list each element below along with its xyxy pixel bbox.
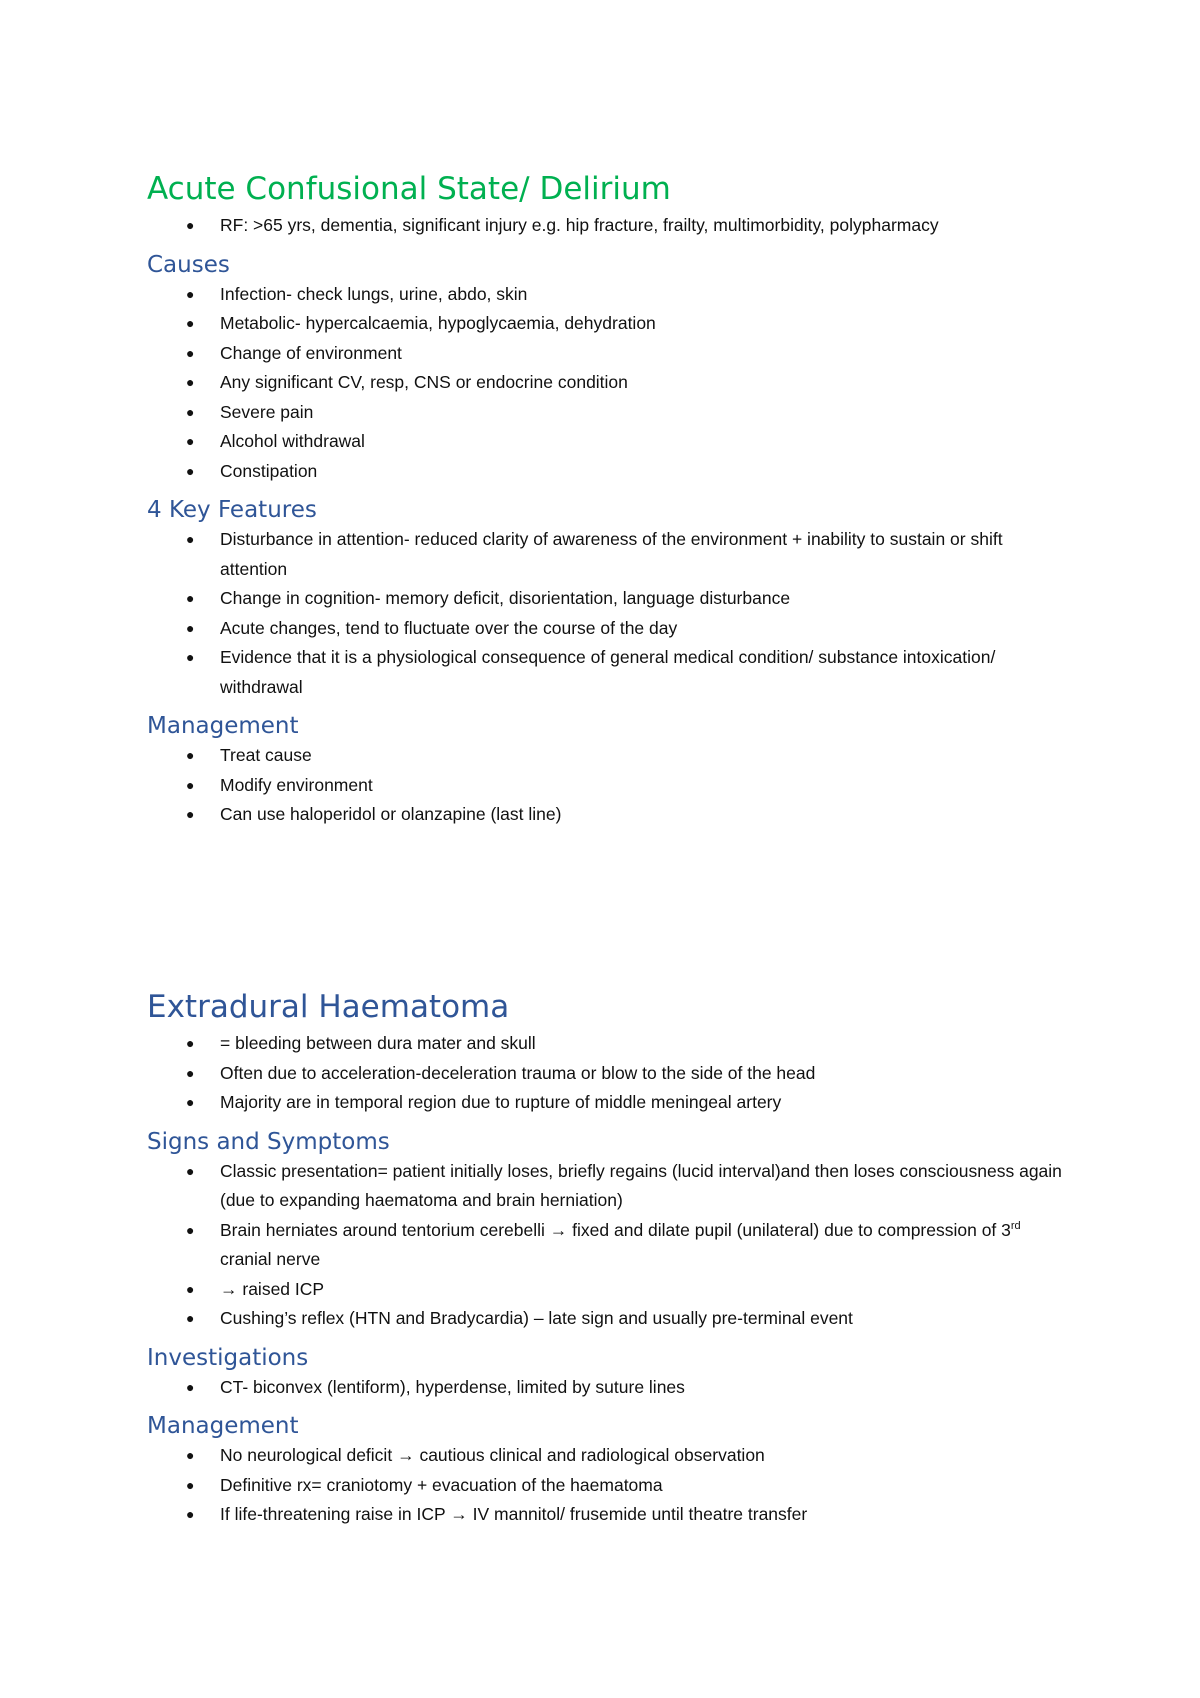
list-item: ● Majority are in temporal region due to rupture of middle meningeal artery	[147, 1088, 1067, 1118]
bullet-icon: ●	[186, 1447, 195, 1463]
list-item: ● Definitive rx= craniotomy + evacuation of the haematoma	[147, 1471, 1067, 1501]
list-item: ● → raised ICP	[147, 1275, 1067, 1305]
bullet-icon: ●	[186, 315, 195, 331]
list-item: ● No neurological deficit → cautious clinical and radiological observation	[147, 1441, 1067, 1471]
bullet-icon: ●	[186, 649, 195, 665]
bullet-icon: ●	[186, 1162, 195, 1179]
right-arrow-icon: →	[450, 1504, 468, 1524]
investigations-heading: Investigations	[147, 1344, 309, 1371]
list-item: ● Treat cause	[147, 741, 1067, 771]
bullet-icon: ●	[186, 619, 195, 636]
list-item: ● Classic presentation= patient initially loses, briefly regains (lucid interval)and then loses consciousness again (due to expanding haematoma and brain herniation)	[147, 1157, 1067, 1216]
bullet-icon: ●	[186, 344, 195, 361]
right-arrow-icon: →	[549, 1219, 568, 1240]
list-item: ● = bleeding between dura mater and skull	[147, 1029, 1067, 1059]
list-item: ● Disturbance in attention- reduced clarity of awareness of the environment + inability to sustain or shift attention	[147, 525, 1067, 584]
list-item: ● RF: >65 yrs, dementia, significant injury e.g. hip fracture, frailty, multimorbidity, polypharmacy	[147, 211, 1067, 241]
list-item: ● Any significant CV, resp, CNS or endocrine condition	[147, 368, 1067, 398]
bullet-icon: ●	[186, 1221, 195, 1238]
list-item: ● Metabolic- hypercalcaemia, hypoglycaemia, dehydration	[147, 309, 1067, 339]
right-arrow-icon: →	[220, 1278, 238, 1299]
extradural-intro-list	[147, 1029, 1067, 1118]
investigations-list	[147, 1373, 1067, 1403]
bullet-icon: ●	[186, 806, 195, 822]
list-item: ● Change in cognition- memory deficit, disorientation, language disturbance	[147, 584, 1067, 614]
list-item: ● If life-threatening raise in ICP → IV mannitol/ frusemide until theatre transfer	[147, 1500, 1067, 1530]
list-item: ● Infection- check lungs, urine, abdo, skin	[147, 280, 1067, 310]
bullet-icon: ●	[186, 403, 195, 420]
bullet-icon: ●	[186, 1310, 195, 1326]
bullet-icon: ●	[186, 462, 195, 479]
delirium-management-list	[147, 741, 1067, 830]
causes-list	[147, 280, 1067, 487]
bullet-icon: ●	[186, 374, 195, 390]
extradural-management-list	[147, 1441, 1067, 1530]
extradural-management-heading: Management	[147, 1413, 299, 1439]
list-item: ● Evidence that it is a physiological consequence of general medical condition/ substance intoxication/ withdrawal	[147, 643, 1067, 702]
list-item: ● Constipation	[147, 457, 1067, 487]
bullet-icon: ●	[186, 590, 195, 606]
list-item: ● Alcohol withdrawal	[147, 427, 1067, 457]
extradural-section	[147, 988, 1067, 1530]
signs-list	[147, 1157, 1067, 1334]
bullet-icon: ●	[186, 531, 195, 547]
list-item: ● Modify environment	[147, 771, 1067, 801]
list-item: ● Cushing’s reflex (HTN and Bradycardia) – late sign and usually pre-terminal event	[147, 1304, 1067, 1334]
bullet-icon: ●	[186, 1280, 195, 1297]
right-arrow-icon: →	[397, 1445, 415, 1465]
key-features-heading: 4 Key Features	[147, 497, 317, 523]
bullet-icon: ●	[186, 1476, 195, 1493]
bullet-icon: ●	[186, 1378, 195, 1395]
list-item: ● Brain herniates around tentorium cerebelli → fixed and dilate pupil (unilateral) due to compression of 3rd cranial nerve	[147, 1216, 1067, 1275]
extradural-title: Extradural Haematoma	[147, 989, 510, 1025]
bullet-icon: ●	[186, 1035, 195, 1051]
delirium-intro-list	[147, 211, 1067, 241]
bullet-icon: ●	[186, 285, 195, 302]
list-item: ● Change of environment	[147, 339, 1067, 369]
list-item: ● Often due to acceleration-deceleration trauma or blow to the side of the head	[147, 1059, 1067, 1089]
key-features-list	[147, 525, 1067, 702]
bullet-icon: ●	[186, 217, 195, 233]
list-item: ● Can use haloperidol or olanzapine (last line)	[147, 800, 1067, 830]
causes-heading: Causes	[147, 251, 230, 278]
list-item: ● CT- biconvex (lentiform), hyperdense, limited by suture lines	[147, 1373, 1067, 1403]
signs-heading: Signs and Symptoms	[147, 1128, 390, 1155]
bullet-icon: ●	[186, 1064, 195, 1081]
delirium-title: Acute Confusional State/ Delirium	[147, 171, 671, 207]
bullet-icon: ●	[186, 1094, 195, 1110]
bullet-icon: ●	[186, 433, 195, 449]
bullet-icon: ●	[186, 747, 195, 763]
list-item: ● Acute changes, tend to fluctuate over the course of the day	[147, 614, 1067, 644]
bullet-icon: ●	[186, 1506, 195, 1522]
list-item: ● Severe pain	[147, 398, 1067, 428]
delirium-section	[147, 170, 1067, 830]
bullet-icon: ●	[186, 776, 195, 793]
delirium-management-heading: Management	[147, 713, 299, 739]
